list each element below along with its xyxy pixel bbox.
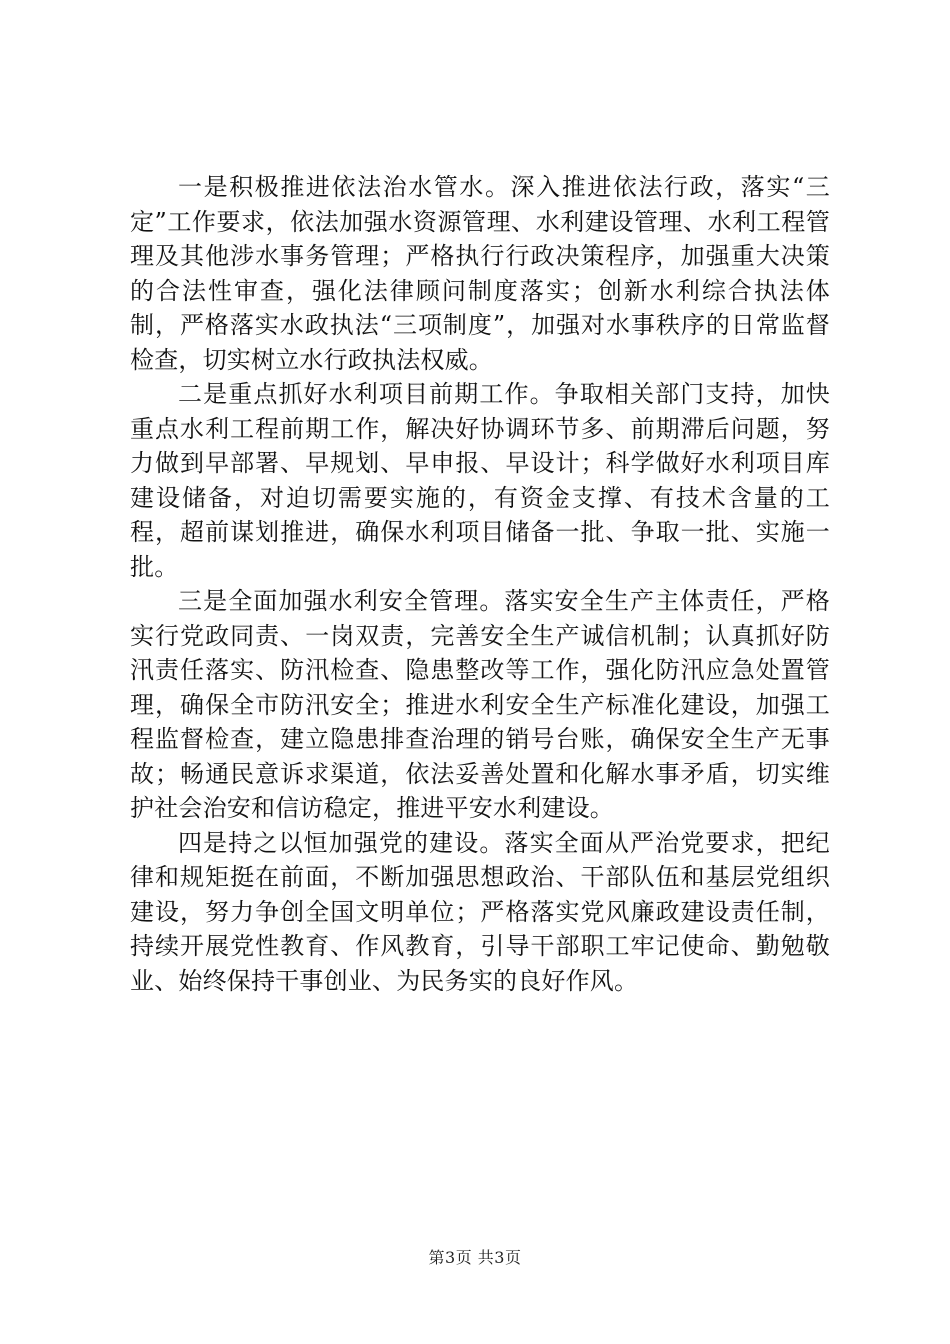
page-number-footer: 第3页 共3页 (428, 1248, 522, 1267)
paragraph-4: 四是持之以恒加强党的建设。落实全面从严治党要求，把纪律和规矩挺在前面，不断加强思想政治、干部队伍和基层党组织建设，努力争创全国文明单位；严格落实党风廉政建设责任制，持续开展党性教育、作风教育，引导干部职工牢记使命、勤勉敬业、始终保持干事创业、为民务实的良好作风。 (130, 828, 830, 995)
document-body (130, 170, 830, 998)
paragraph-3: 三是全面加强水利安全管理。落实安全生产主体责任，严格实行党政同责、一岗双责，完善安全生产诚信机制；认真抓好防汛责任落实、防汛检查、隐患整改等工作，强化防汛应急处置管理，确保全市防汛安全；推进水利安全生产标准化建设，加强工程监督检查，建立隐患排查治理的销号台账，确保安全生产无事故；畅通民意诉求渠道，依法妥善处置和化解水事矛盾，切实维护社会治安和信访稳定，推进平安水利建设。 (130, 587, 830, 822)
paragraph-1: 一是积极推进依法治水管水。深入推进依法行政，落实“三定”工作要求，依法加强水资源管理、水利建设管理、水利工程管理及其他涉水事务管理；严格执行行政决策程序，加强重大决策的合法性审查，强化法律顾问制度落实；创新水利综合执法体制，严格落实水政执法“三项制度”，加强对水事秩序的日常监督检查，切实树立水行政执法权威。 (130, 173, 830, 374)
paragraph-2: 二是重点抓好水利项目前期工作。争取相关部门支持，加快重点水利工程前期工作，解决好协调环节多、前期滞后问题，努力做到早部署、早规划、早申报、早设计；科学做好水利项目库建设储备，对迫切需要实施的，有资金支撑、有技术含量的工程，超前谋划推进，确保水利项目储备一批、争取一批、实施一批。 (130, 380, 830, 581)
